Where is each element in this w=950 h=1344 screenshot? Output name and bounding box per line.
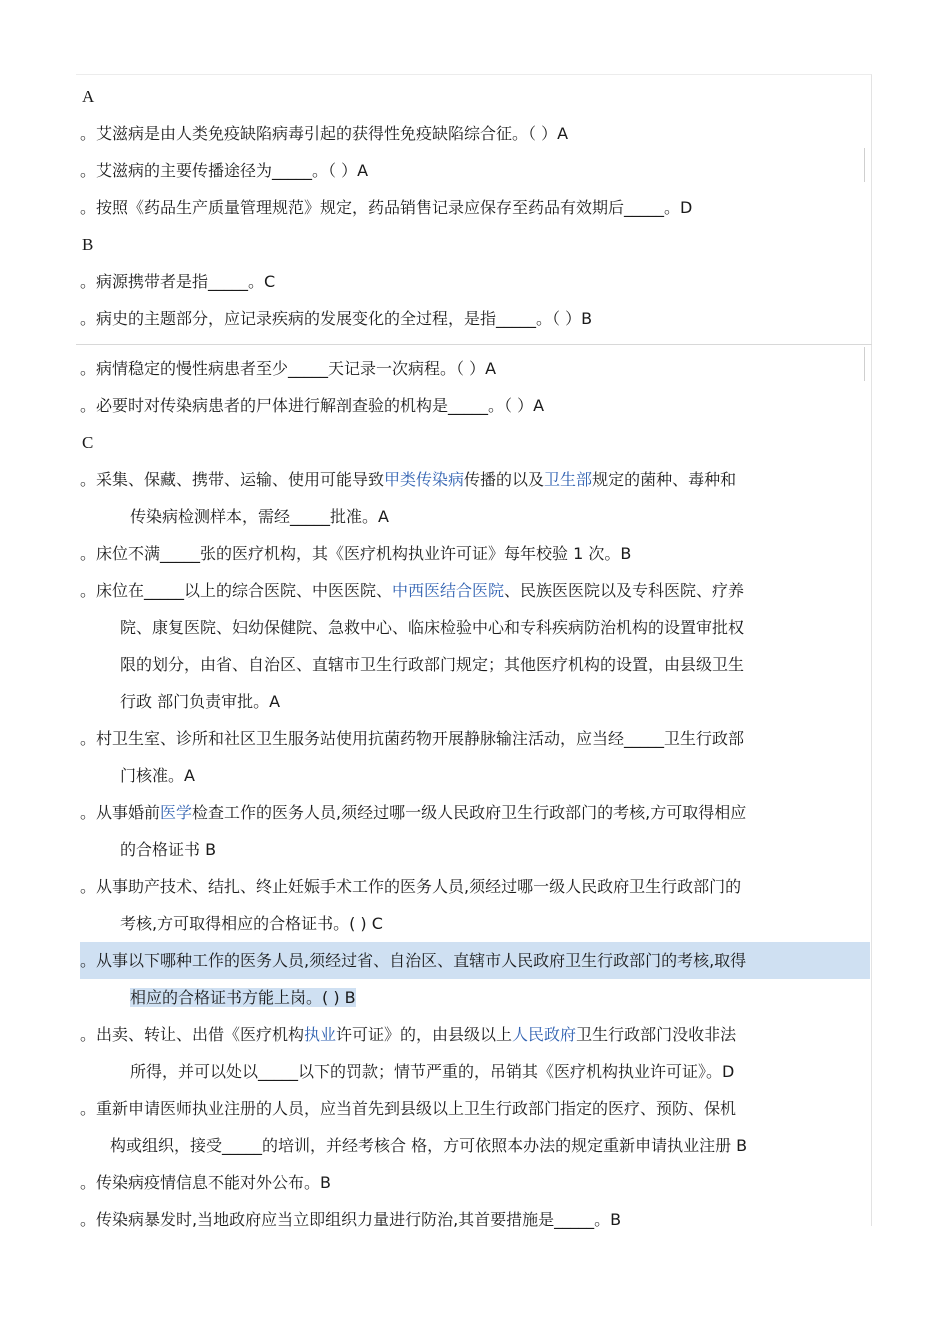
question-line: 。采集、保藏、携带、运输、使用可能导致甲类传染病传播的以及卫生部规定的菌种、毒种和 [80,470,737,489]
question-continuation: 的合格证书 B [120,840,217,859]
question-continuation: 限的划分，由省、自治区、直辖市卫生行政部门规定；其他医疗机构的设置，由县级卫生 [120,655,745,674]
section-letter-c: C [82,433,94,452]
question-line: 。病源携带者是指_____。C [80,272,276,291]
question-line: 。病史的主题部分，应记录疾病的发展变化的全过程，是指_____。（ ）B [80,309,593,328]
question-line: 。必要时对传染病患者的尸体进行解剖查验的机构是_____。（ ）A [80,396,545,415]
question-continuation: 院、康复医院、妇幼保健院、急救中心、临床检验中心和专科疾病防治机构的设置审批权 [120,618,745,637]
section-letter-a: A [82,87,95,106]
question-continuation: 考核,方可取得相应的合格证书。( ) C [120,914,383,933]
question-continuation: 构或组织，接受_____的培训，并经考核合 格，方可依照本办法的规定重新申请执业注册 B [110,1136,748,1155]
link-zhongxiyi-jiehe-yiyuan[interactable]: 中西医结合医院 [392,581,505,600]
link-zhiye[interactable]: 执业 [304,1025,337,1044]
link-jialei-chuanranbing[interactable]: 甲类传染病 [384,470,465,489]
question-line: 。从事助产技术、结扎、终止妊娠手术工作的医务人员,须经过哪一级人民政府卫生行政部门的 [80,877,742,896]
question-line: 。病情稳定的慢性病患者至少_____天记录一次病程。（ ）A [80,359,497,378]
section-letter-b: B [82,235,94,254]
question-continuation: 所得，并可以处以_____以下的罚款；情节严重的，吊销其《医疗机构执业许可证》。D [130,1062,735,1081]
link-renmin-zhengfu[interactable]: 人民政府 [512,1025,577,1044]
question-line: 。出卖、转让、出借《医疗机构执业许可证》的，由县级以上人民政府卫生行政部门没收非法 [80,1025,737,1044]
question-line: 。艾滋病的主要传播途径为_____。（ ）A [80,161,369,180]
question-line: 。从事婚前医学检查工作的医务人员,须经过哪一级人民政府卫生行政部门的考核,方可取得相应 [80,803,747,822]
highlighted-question-continuation: 相应的合格证书方能上岗。( ) B [130,988,356,1007]
question-line: 。传染病暴发时,当地政府应当立即组织力量进行防治,其首要措施是_____。B [80,1210,622,1229]
question-list [80,78,870,1238]
question-line: 。床位在_____以上的综合医院、中医医院、中西医结合医院、民族医医院以及专科医院、疗养 [80,581,745,600]
question-line: 。传染病疫情信息不能对外公布。B [80,1173,331,1192]
question-line: 。床位不满_____张的医疗机构，其《医疗机构执业许可证》每年校验 1 次。B [80,544,632,563]
question-continuation: 门核准。A [120,766,195,785]
highlighted-question-line: 。从事以下哪种工作的医务人员,须经过省、自治区、直辖市人民政府卫生行政部门的考核,取得 [80,942,870,979]
question-continuation: 传染病检测样本，需经_____批准。A [130,507,389,526]
link-yixue[interactable]: 医学 [160,803,193,822]
question-line: 。重新申请医师执业注册的人员，应当首先到县级以上卫生行政部门指定的医疗、预防、保机 [80,1099,737,1118]
question-line: 。艾滋病是由人类免疫缺陷病毒引起的获得性免疫缺陷综合征。（ ）A [80,124,569,143]
question-line: 。按照《药品生产质量管理规范》规定，药品销售记录应保存至药品有效期后_____。D [80,198,693,217]
question-continuation: 行政 部门负责审批。A [120,692,281,711]
link-weishengbu[interactable]: 卫生部 [544,470,593,489]
question-line: 。村卫生室、诊所和社区卫生服务站使用抗菌药物开展静脉输注活动，应当经_____卫生行政部 [80,729,745,748]
